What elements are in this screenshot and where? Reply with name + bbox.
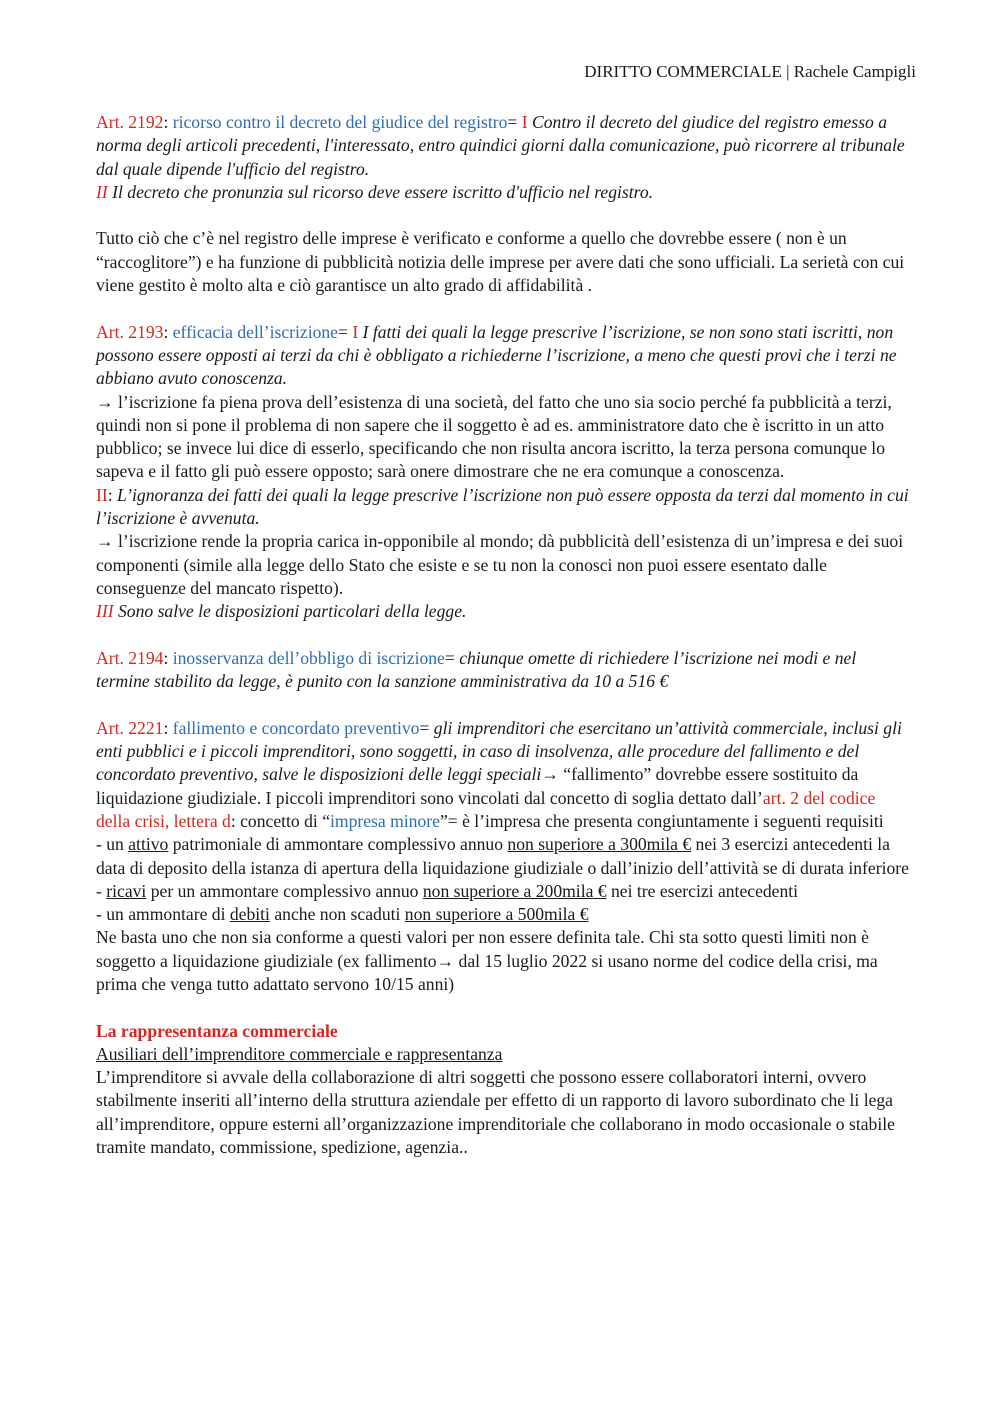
article-2221-paragraph: Art. 2221: fallimento e concordato preventivo= gli imprenditori che esercitano un’attività commerciale, inclusi gli enti pubblici e i piccoli imprenditori, sono soggetti, in caso di insolvenza, alle procedure del fallimento e del concordato preventivo, salve le disposizioni delle leggi speciali→ “fallimento” dovrebbe essere sostituito da liquidazione giudiziale. I piccoli imprenditori sono vincolati dal concetto di soglia dettato dall’art. 2 del codice della crisi, lettera d: concetto di “impresa minore”= è l’impresa che presenta congiuntamente i seguenti requisiti xyxy=(96,717,902,831)
article-2192-comma-2 xyxy=(96,181,911,204)
article-text: chiunque omette di richiedere l’iscrizione nei modi e nel termine stabilito da legge, è punito con la sanzione amministrativa da 10 a 516 € xyxy=(96,647,857,692)
article-2193-comma-2: II: L’ignoranza dei fatti dei quali la legge prescrive l’iscrizione non può essere opposta da terzi dal momento in cui l’iscrizione è avvenuta. xyxy=(96,484,909,529)
article-ref: Art. 2193 xyxy=(96,321,164,342)
comma-number: II xyxy=(96,181,113,202)
section-title: La rappresentanza commerciale xyxy=(96,1020,338,1041)
article-ref: Art. 2194 xyxy=(96,647,164,668)
article-text: Il decreto che pronunzia sul ricorso deve essere iscritto d'ufficio nel registro. xyxy=(112,181,654,202)
article-text: gli imprenditori che esercitano un’attività commerciale, inclusi gli enti pubblici e i piccoli imprenditori, sono soggetti, in caso di insolvenza, alle procedure del fallimento e del concordato preventivo, salve le disposizioni delle leggi speciali xyxy=(96,717,902,785)
document-body xyxy=(96,111,911,1159)
page-header: DIRITTO COMMERCIALE | Rachele Campigli xyxy=(584,62,916,81)
article-title: ricorso contro il decreto del giudice del registro xyxy=(172,112,508,132)
article-2193-paragraph: Art. 2193: efficacia dell’iscrizione= I I fatti dei quali la legge prescrive l’iscrizione, se non sono stati iscritti, non possono essere opposti ai terzi da chi è obbligato a richiederne l’iscrizione, a meno che questi provi che i terzi ne abbiano avuto conoscenza. xyxy=(96,321,897,389)
closing-paragraph: Ne basta uno che non sia conforme a questi valori per non essere definita tale. Chi sta sotto questi limiti non è soggetto a liquidazione giudiziale (ex fallimento→ dal 15 luglio 2022 si usano norme del codice della crisi, ma prima che venga tutto adattato servono 10/15 anni) xyxy=(96,927,878,994)
comma-number: III xyxy=(96,601,118,622)
article-text: L’ignoranza dei fatti dei quali la legge prescrive l’iscrizione non può essere opposta da terzi dal momento in cui l’iscrizione è avvenuta. xyxy=(96,484,909,529)
section-subtitle: Ausiliari dell’imprenditore commerciale e rappresentanza xyxy=(96,1043,503,1064)
comma-number: I xyxy=(521,112,532,132)
article-2194-paragraph: Art. 2194: inosservanza dell’obbligo di iscrizione= chiunque omette di richiedere l’iscrizione nei modi e nel termine stabilito da legge, è punito con la sanzione amministrativa da 10 a 516 € xyxy=(96,647,857,692)
article-title: fallimento e concordato preventivo xyxy=(172,717,420,738)
article-text: Sono salve le disposizioni particolari della legge. xyxy=(117,601,467,622)
section-paragraph: L’imprenditore si avvale della collaborazione di altri soggetti che possono essere collaboratori interni, ovvero stabilmente inseriti all’interno della struttura aziendale per effetto di un rapporto di lavoro subordinato che li lega all’imprenditore, oppure esterni all’organizzazione imprenditoriale che collaborano in modo occasionale o stabile tramite mandato, commissione, spedizione, agenzia.. xyxy=(96,1067,895,1158)
defined-term: impresa minore xyxy=(330,810,440,831)
comma-number: II xyxy=(96,484,108,505)
intro-paragraph: Tutto ciò che c’è nel registro delle imprese è verificato e conforme a quello che dovrebbe essere ( non è un “raccoglitore”) e ha funzione di pubblicità notizia delle imprese per avere dati che sono ufficiali. La serietà con cui viene gestito è molto alta e ciò garantisce un alto grado di affidabilità . xyxy=(96,228,905,296)
note-paragraph: → l’iscrizione rende la propria carica in-opponibile al mondo; dà pubblicità dell’esistenza di un’impresa e dei suoi componenti (simile alla legge dello Stato che esiste e se tu non la conosci non puoi essere esentato dalle conseguenze del mancato rispetto). xyxy=(96,531,904,598)
article-text: I fatti dei quali la legge prescrive l’iscrizione, se non sono stati iscritti, non possono essere opposti ai terzi da chi è obbligato a richiederne l’iscrizione, a meno che questi provi che i terzi ne abbiano avuto conoscenza. xyxy=(96,321,897,389)
requirement-item: - un ammontare di debiti anche non scaduti non superiore a 500mila € xyxy=(96,904,589,925)
article-title: inosservanza dell’obbligo di iscrizione xyxy=(172,647,445,668)
article-ref: Art. 2221 xyxy=(96,717,164,738)
comma-number: I xyxy=(352,321,363,342)
article-text: Contro il decreto del giudice del registro emesso a norma degli articoli precedenti, l'interessato, entro quindici giorni dalla comunicazione, può ricorrere al tribunale dal quale dipende l'ufficio del registro. xyxy=(96,112,905,179)
article-ref: Art. 2192 xyxy=(96,112,164,132)
article-2193-comma-3 xyxy=(96,600,911,623)
note-paragraph: → l’iscrizione fa piena prova dell’esistenza di una società, del fatto che uno sia socio perché fa pubblicità a terzi, quindi non si pone il problema di non sapere che il soggetto è ad es. amministratore dato che è iscritto in un atto pubblico; se invece lui dice di esserlo, specificando che non risulta ancora iscritto, la terza persona comunque lo sapeva e il fatto gli può essere opposto; sarà onere dimostrare che ne era comunque a conoscenza. xyxy=(96,391,892,482)
requirement-item: - un attivo patrimoniale di ammontare complessivo annuo non superiore a 300mila € nei 3 esercizi antecedenti la data di deposito della istanza di apertura della liquidazione giudiziale o dall’inizio dell’attività se di durata inferiore xyxy=(96,834,909,878)
law-reference: art. 2 del codice della crisi, lettera d xyxy=(96,787,876,831)
article-2192-paragraph: Art. 2192: ricorso contro il decreto del giudice del registro= I Contro il decreto del giudice del registro emesso a norma degli articoli precedenti, l'interessato, entro quindici giorni dalla comunicazione, può ricorrere al tribunale dal quale dipende l'ufficio del registro. xyxy=(96,112,905,179)
article-title: efficacia dell’iscrizione xyxy=(172,321,338,342)
requirement-item: - ricavi per un ammontare complessivo annuo non superiore a 200mila € nei tre esercizi antecedenti xyxy=(96,880,799,901)
